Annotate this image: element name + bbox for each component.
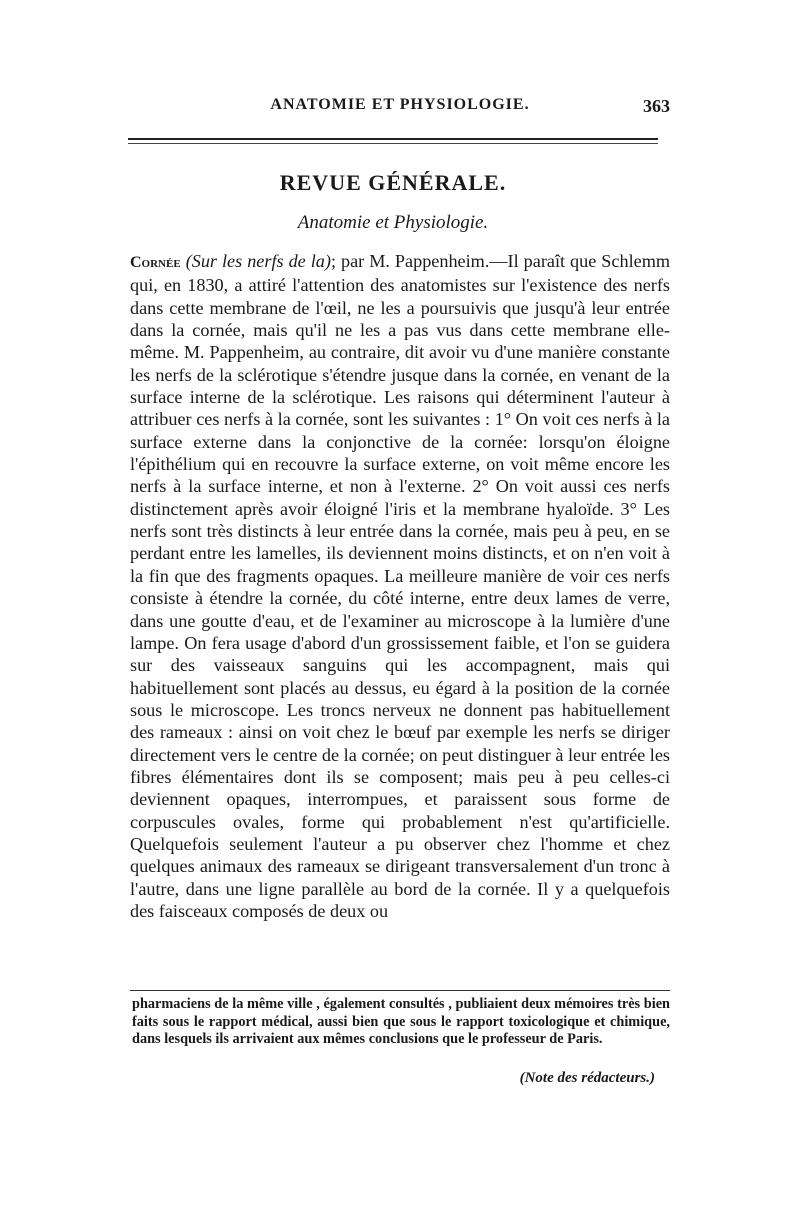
page-number: 363: [643, 96, 670, 116]
section-title: REVUE GÉNÉRALE.: [279, 170, 507, 195]
article-lead-italic: (Sur les nerfs de la): [185, 251, 331, 271]
section-subtitle: Anatomie et Physiologie.: [297, 212, 489, 233]
article-lead-word: Cornée: [130, 254, 181, 271]
article-text: ; par M. Pappenheim.—Il paraît que Schlemm qui, en 1830, a attiré l'attention des anatomistes sur l'existence des nerfs dans cette membrane de l'œil, ne les a poursuivis que jusqu'à leur entrée dans la cornée, mais qu'il ne les a pas vus dans cette membrane elle-même. M. Pappenheim, au contraire, dit avoir vu d'une manière constante les nerfs de la sclérotique s'étendre jusque dans la cornée, en venant de la surface interne de la sclérotique. Les raisons qui déterminent l'auteur à attribuer ces nerfs à la cornée, sont les suivantes : 1° On voit ces nerfs à la surface externe dans la conjonctive de la cornée: lorsqu'on éloigne l'épithélium qui en recouvre la surface externe, on voit même encore les nerfs à la surface interne, et non à l'externe. 2° On voit aussi ces nerfs distinctement après avoir éloigné l'iris et la membrane hyaloïde. 3° Les nerfs sont très distincts à leur entrée dans la cornée, mais peu à peu, en se perdant entre les lamelles, ils deviennent moins distincts, et on n'en voit à la fin que des fragments opaques. La meilleure manière de voir ces nerfs consiste à étendre la cornée, du côté interne, entre deux lames de verre, dans une goutte d'eau, et de l'examiner au microscope à la lumière d'une lampe. On fera usage d'abord d'un grossissement faible, et l'on se guidera sur des vaisseaux sanguins qui les accompagnent, mais qui habituellement sont placés au dessus, eu égard à la position de la cornée sous le microscope. Les troncs nerveux ne donnent pas habituellement des rameaux : ainsi on voit chez le bœuf par exemple les nerfs se diriger directement vers le centre de la cornée; on peut distinguer à leur entrée les fibres élémentaires dont ils se composent; mais peu à peu celles-ci deviennent opaques, interrompues, et paraissent sous forme de corpuscules ovales, forme qui probablement n'est qu'artificielle. Quelquefois seulement l'auteur a pu observer chez l'homme et chez quelques animaux des rameaux se dirigeant transversalement d'un tronc à l'autre, dans une ligne parallèle au bord de la cornée. Il y a quelquefois des faisceaux composés de deux ou: [130, 251, 671, 921]
running-title: ANATOMIE ET PHYSIOLOGIE.: [270, 96, 530, 113]
footnote-signature: (Note des rédacteurs.): [519, 1070, 655, 1086]
running-head: [130, 96, 670, 120]
footnote-rule: [130, 990, 670, 991]
header-rule: [128, 138, 658, 140]
header-rule-thin: [128, 143, 658, 144]
footnote-text: pharmaciens de la même ville , également consultés , publiaient deux mémoires très bien faits sous le rapport médical, aussi bien que sous le rapport toxicologique et chimique, dans lesquels ils arrivaient aux mêmes conclusions que le professeur de Paris.: [132, 996, 670, 1047]
article-body: [130, 250, 670, 922]
